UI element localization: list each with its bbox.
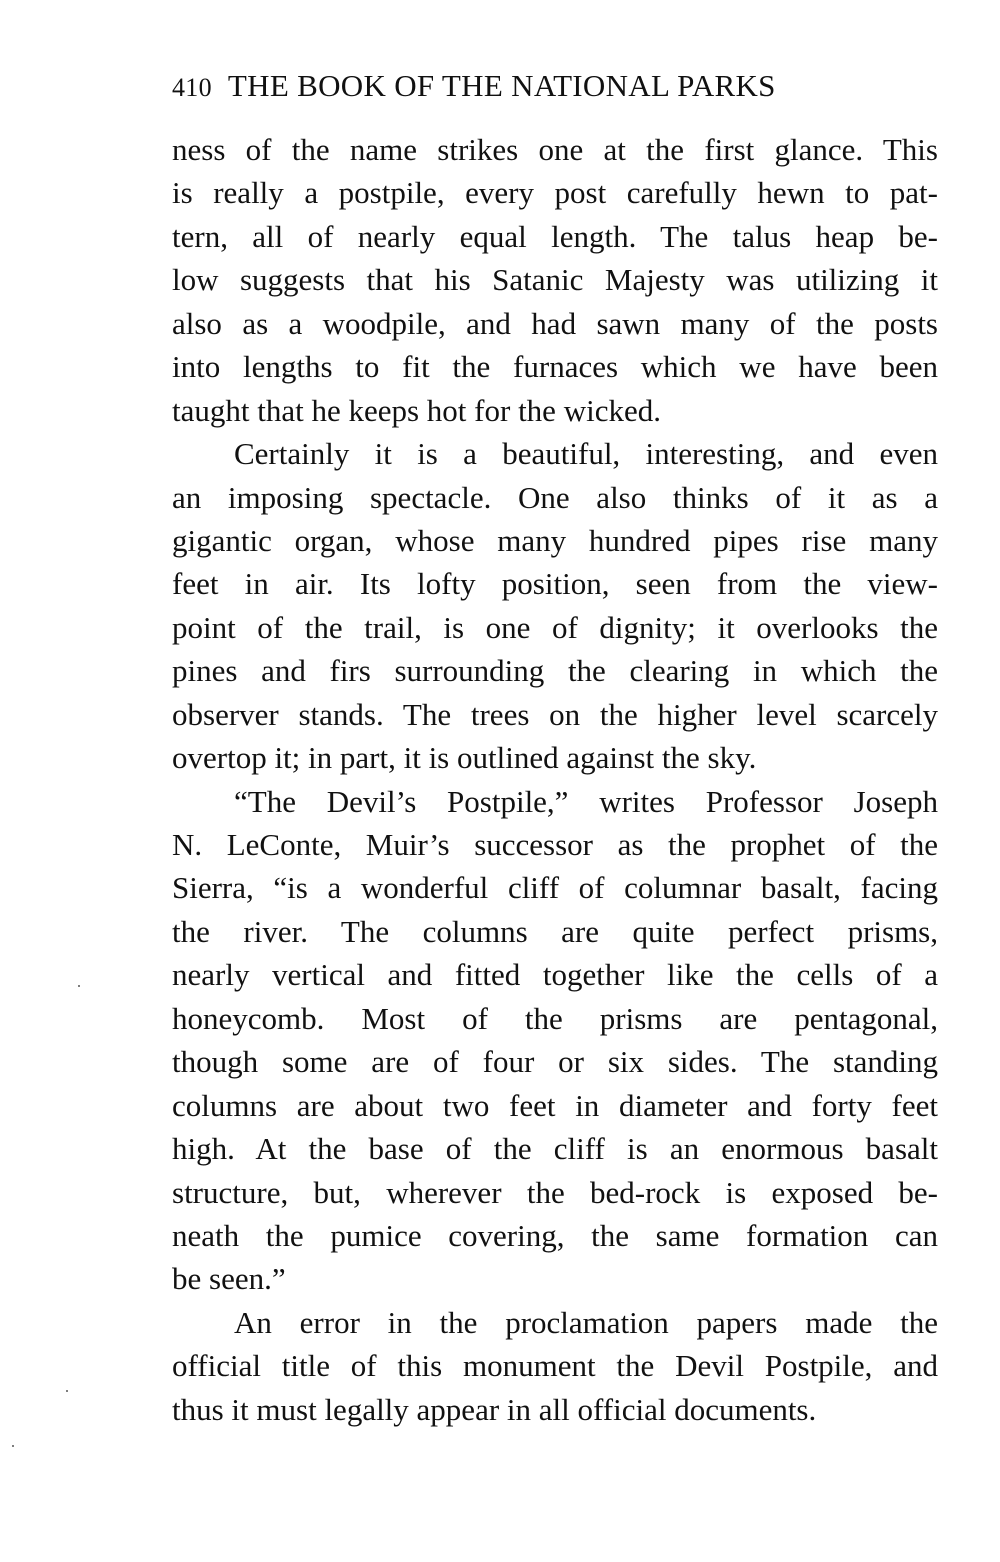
text-line: Certainly it is a beautiful, interesting, and even: [234, 436, 938, 472]
text-line: nearly vertical and fitted together like the cells of a: [172, 957, 938, 993]
text-line: Sierra, “is a wonderful cliff of columnar basalt, facing: [172, 870, 938, 906]
text-line: low suggests that his Satanic Majesty was utilizing it: [172, 262, 938, 298]
scan-speck: [78, 985, 80, 987]
text-line: honeycomb. Most of the prisms are pentagonal,: [172, 1000, 938, 1036]
scan-speck: [66, 1390, 68, 1392]
page-body: [172, 128, 938, 1431]
text-line: ness of the name strikes one at the first glance. This: [172, 132, 938, 167]
text-line: N. LeConte, Muir’s successor as the prophet of the: [172, 827, 938, 862]
text-line: be seen.”: [172, 1261, 286, 1297]
text-line: overtop it; in part, it is outlined against the sky.: [172, 740, 757, 776]
text-line: tern, all of nearly equal length. The talus heap be-: [172, 218, 938, 254]
text-line: the river. The columns are quite perfect prisms,: [172, 913, 938, 949]
text-line: point of the trail, is one of dignity; it overlooks the: [172, 609, 938, 645]
text-line: thus it must legally appear in all official documents.: [172, 1391, 817, 1427]
text-line: gigantic organ, whose many hundred pipes rise many: [172, 522, 938, 558]
running-title: THE BOOK OF THE NATIONAL PARKS: [227, 68, 776, 103]
text-line: observer stands. The trees on the higher level scarcely: [172, 696, 938, 732]
text-line: official title of this monument the Devil Postpile, and: [172, 1348, 938, 1384]
text-line: taught that he keeps hot for the wicked.: [172, 392, 661, 428]
text-line: high. At the base of the cliff is an enormous basalt: [172, 1131, 938, 1167]
text-line: an imposing spectacle. One also thinks of it as a: [172, 479, 938, 515]
page-number: 410: [172, 73, 212, 102]
text-line: structure, but, wherever the bed-rock is exposed be-: [172, 1174, 938, 1210]
text-line: columns are about two feet in diameter and forty feet: [172, 1087, 938, 1123]
text-line: though some are of four or six sides. The standing: [172, 1044, 938, 1080]
text-line: is really a postpile, every post carefully hewn to pat-: [172, 175, 938, 211]
text-line: pines and firs surrounding the clearing in which the: [172, 653, 938, 689]
text-line: “The Devil’s Postpile,” writes Professor Joseph: [234, 783, 938, 819]
text-line: into lengths to fit the furnaces which we have been: [172, 349, 938, 385]
text-line: also as a woodpile, and had sawn many of the posts: [172, 305, 938, 341]
scan-speck: [12, 1445, 14, 1447]
running-header: [172, 68, 908, 104]
text-line: feet in air. Its lofty position, seen from the view-: [172, 566, 938, 602]
text-line: An error in the proclamation papers made the: [234, 1304, 938, 1340]
text-line: neath the pumice covering, the same formation can: [172, 1217, 938, 1253]
